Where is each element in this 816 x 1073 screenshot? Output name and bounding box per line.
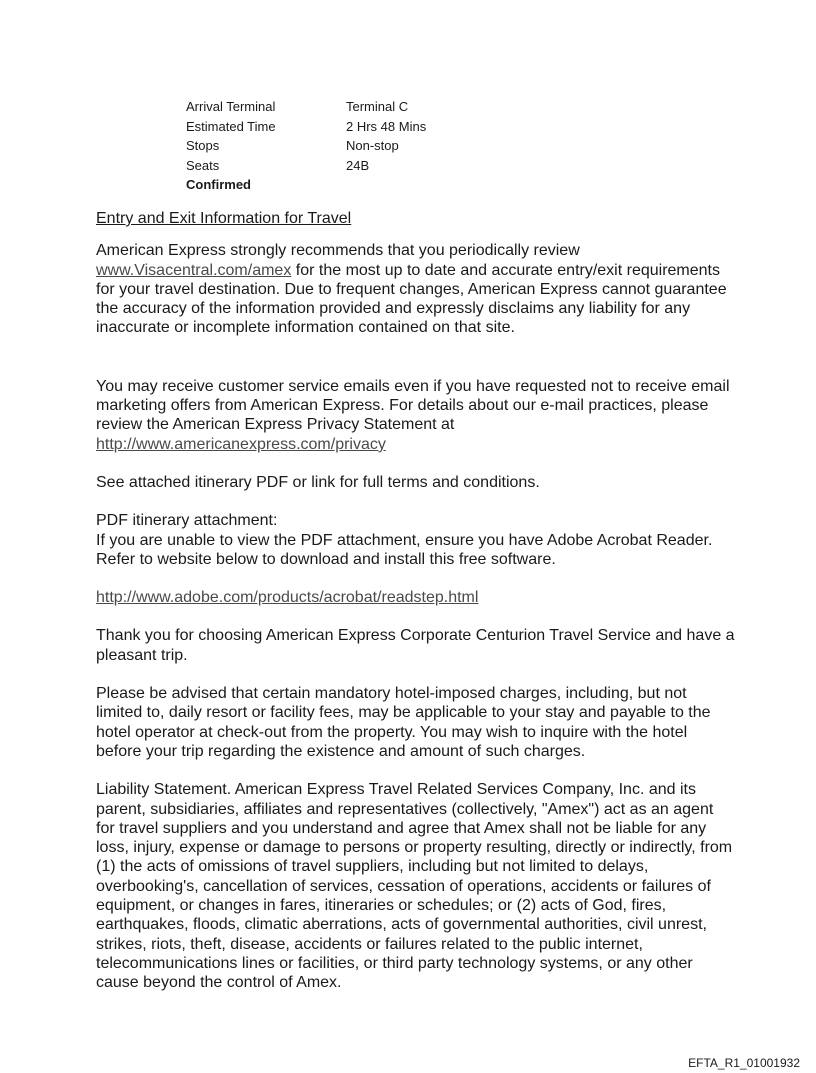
hotel-charges-paragraph: Please be advised that certain mandatory hotel-imposed charges, including, but not limited to, daily resort or facility fees, may be applicable to your stay and payable to the hotel operator at check-out from the property. You may wish to inquire with the hotel before your trip regarding the existence and amount of such charges. xyxy=(96,685,711,760)
status-row xyxy=(186,175,506,195)
flight-detail-label: Stops xyxy=(186,138,220,153)
flight-detail-row xyxy=(186,117,506,137)
thank-you-paragraph: Thank you for choosing American Express Corporate Centurion Travel Service and have a pleasant trip. xyxy=(96,627,735,664)
visacentral-link[interactable]: www.Visacentral.com/amex xyxy=(96,261,292,279)
flight-detail-label: Arrival Terminal xyxy=(186,99,276,114)
flight-detail-label: Estimated Time xyxy=(186,118,276,134)
flight-detail-row xyxy=(186,136,506,156)
entry-exit-text-rest: for the most up to date and accurate entry/exit requirements for your travel destination. Due to frequent changes, American Express cannot guarantee the accuracy of the information provided and expressly disclaims any liability for any inaccurate or incomplete information contained on that site. xyxy=(96,261,727,337)
flight-detail-value: 24B xyxy=(346,157,370,173)
confirmed-status: Confirmed xyxy=(186,177,251,192)
entry-exit-paragraph xyxy=(96,241,736,337)
liability-statement-paragraph: Liability Statement. American Express Travel Related Services Company, Inc. and its parent, subsidiaries, affiliates and representatives (collectively, "Amex") act as an agent for travel suppliers and you understand and agree that Amex shall not be liable for any loss, injury, expense or damage to persons or property resulting, directly or indirectly, from (1) the acts of omissions of travel suppliers, including but not limited to delays, overbooking's, cancellation of services, cessation of operations, accidents or failures of equipment, or changes in fares, itineraries or schedules; or (2) acts of God, fires, earthquakes, floods, climatic aberrations, acts of governmental authorities, civil unrest, strikes, riots, theft, disease, accidents or failures related to the public internet, telecommunications lines or facilities, or third party technology systems, or any other cause beyond the control of Amex. xyxy=(96,781,733,992)
pdf-attachment-title: PDF itinerary attachment: xyxy=(96,512,278,530)
flight-details-table xyxy=(186,97,506,195)
email-practices-paragraph xyxy=(96,377,736,454)
flight-detail-value: Terminal C xyxy=(346,99,409,114)
entry-exit-heading: Entry and Exit Information for Travel xyxy=(96,210,352,227)
pdf-attachment-text: If you are unable to view the PDF attachment, ensure you have Adobe Acrobat Reader. Refer to website below to download and install this free software. xyxy=(96,531,713,568)
adobe-link[interactable]: http://www.adobe.com/products/acrobat/readstep.html xyxy=(96,589,479,607)
flight-detail-value: Non-stop xyxy=(346,138,399,153)
document-id-footer: EFTA_R1_01001932 xyxy=(688,1056,800,1070)
entry-exit-text-intro: American Express strongly recommends that you periodically review xyxy=(96,242,580,260)
privacy-link[interactable]: http://www.americanexpress.com/privacy xyxy=(96,435,386,453)
email-practices-text: You may receive customer service emails even if you have requested not to receive email marketing offers from American Express. For details about our e-mail practices, please review the American Express Privacy Statement at xyxy=(96,377,730,434)
see-attached-paragraph: See attached itinerary PDF or link for full terms and conditions. xyxy=(96,473,540,491)
document-body xyxy=(96,209,736,993)
flight-detail-value: 2 Hrs 48 Mins xyxy=(346,118,427,134)
flight-detail-label: Seats xyxy=(186,157,220,173)
adobe-link-paragraph xyxy=(96,588,736,607)
flight-detail-row xyxy=(186,156,506,176)
pdf-attachment-paragraph xyxy=(96,511,736,569)
flight-detail-row xyxy=(186,97,506,117)
